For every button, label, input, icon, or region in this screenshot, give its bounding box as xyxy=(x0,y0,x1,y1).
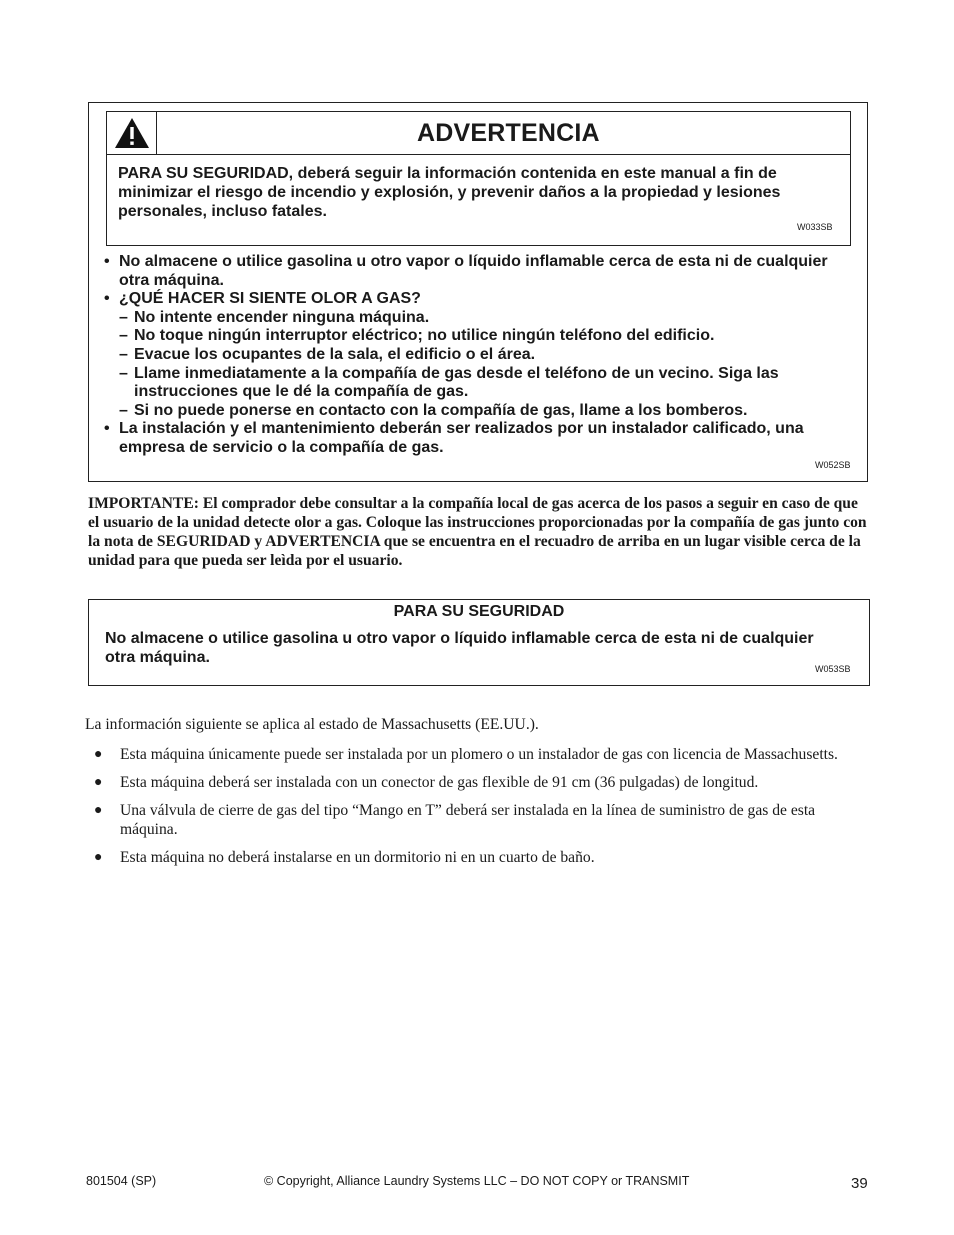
warning-sub-item xyxy=(104,309,859,328)
safety-text: No almacene o utilice gasolina u otro vapor o líquido inflamable cerca de esta ni de cualquier otra máquina. xyxy=(105,630,814,666)
black-circle-bullet-icon: ● xyxy=(94,775,103,790)
warning-box xyxy=(88,102,868,482)
warning-bullet xyxy=(104,420,859,457)
bullet-icon: • xyxy=(104,253,110,270)
warning-bullet xyxy=(104,290,859,309)
warning-bullet-text: No almacene o utilice gasolina u otro vapor o líquido inflamable cerca de esta ni de cualquier otra máquina. xyxy=(119,253,828,289)
warning-bullet-text: ¿QUÉ HACER SI SIENTE OLOR A GAS? xyxy=(119,290,421,308)
warning-triangle-icon xyxy=(114,117,150,149)
dash-icon: – xyxy=(119,364,128,382)
black-circle-bullet-icon: ● xyxy=(94,747,103,762)
warning-sub-item xyxy=(104,365,859,402)
page-number: 39 xyxy=(851,1175,868,1192)
warning-sub-item xyxy=(104,346,859,365)
list-item-text: Esta máquina no deberá instalarse en un dormitorio ni en un cuarto de baño. xyxy=(120,849,595,866)
warning-icon-cell xyxy=(107,112,157,154)
list-item xyxy=(85,773,865,792)
footer-copyright: © Copyright, Alliance Laundry Systems LLC – DO NOT COPY or TRANSMIT xyxy=(264,1174,690,1188)
bullet-icon: • xyxy=(104,420,110,438)
dash-icon: – xyxy=(119,308,128,326)
list-item-text: Una válvula de cierre de gas del tipo “Mango en T” deberá ser instalada en la línea de suministro de gas de esta máquina. xyxy=(120,802,816,838)
dash-icon: – xyxy=(119,327,128,345)
list-item-text: Esta máquina deberá ser instalada con un conector de gas flexible de 91 cm (36 pulgadas) de longitud. xyxy=(120,774,759,791)
warning-sub-item xyxy=(104,327,859,346)
warning-intro-text: PARA SU SEGURIDAD, deberá seguir la información contenida en este manual a fin de minimizar el riesgo de incendio y explosión, y prevenir daños a la propiedad y lesiones personales, incluso fatales. xyxy=(118,165,781,220)
dash-icon: – xyxy=(119,345,128,363)
massachusetts-list xyxy=(85,745,865,876)
black-circle-bullet-icon: ● xyxy=(94,850,103,865)
black-circle-bullet-icon: ● xyxy=(94,803,103,818)
warning-sub-text: Evacue los ocupantes de la sala, el edificio o el área. xyxy=(134,345,536,363)
warning-bullet-text: La instalación y el mantenimiento deberán ser realizados por un instalador calificado, una empresa de servicio o la compañía de gas. xyxy=(119,420,804,456)
warning-header xyxy=(107,112,850,155)
footer-doc-number: 801504 (SP) xyxy=(86,1174,157,1188)
importante-paragraph: IMPORTANTE: El comprador debe consultar a la compañía local de gas acerca de los pasos a seguir en caso de que el usuario de la unidad detecte olor a gas. Coloque las instrucciones proporcionadas por la compañía de gas junto con la nota de SEGURIDAD y ADVERTENCIA que se encuentra en el recuadro de arriba en un lugar visible cerca de la unidad para que pueda ser leìda por el usuario. xyxy=(88,495,867,569)
warning-intro-code: W033SB xyxy=(797,222,833,232)
safety-box xyxy=(88,599,870,686)
safety-code: W053SB xyxy=(815,664,851,674)
warning-title: ADVERTENCIA xyxy=(417,119,600,147)
warning-sub-text: No intente encender ninguna máquina. xyxy=(134,308,430,326)
list-item xyxy=(85,848,865,867)
list-item xyxy=(85,801,865,839)
bullet-icon: • xyxy=(104,290,110,308)
warning-inner-box xyxy=(106,111,851,246)
warning-list-code: W052SB xyxy=(815,460,851,470)
massachusetts-intro: La información siguiente se aplica al estado de Massachusetts (EE.UU.). xyxy=(85,716,539,733)
list-item-text: Esta máquina únicamente puede ser instalada por un plomero o un instalador de gas con licencia de Massachusetts. xyxy=(120,746,838,763)
warning-sub-item xyxy=(104,402,859,421)
warning-sub-text: Llame inmediatamente a la compañía de gas desde el teléfono de un vecino. Siga las instrucciones que le dé la compañía de gas. xyxy=(134,364,779,401)
warning-sub-text: Si no puede ponerse en contacto con la compañía de gas, llame a los bomberos. xyxy=(134,401,748,419)
warning-list xyxy=(104,253,859,458)
list-item xyxy=(85,745,865,764)
dash-icon: – xyxy=(119,401,128,419)
warning-bullet xyxy=(104,253,859,290)
warning-sub-text: No toque ningún interruptor eléctrico; no utilice ningún teléfono del edificio. xyxy=(134,327,715,345)
safety-title: PARA SU SEGURIDAD xyxy=(393,603,565,620)
